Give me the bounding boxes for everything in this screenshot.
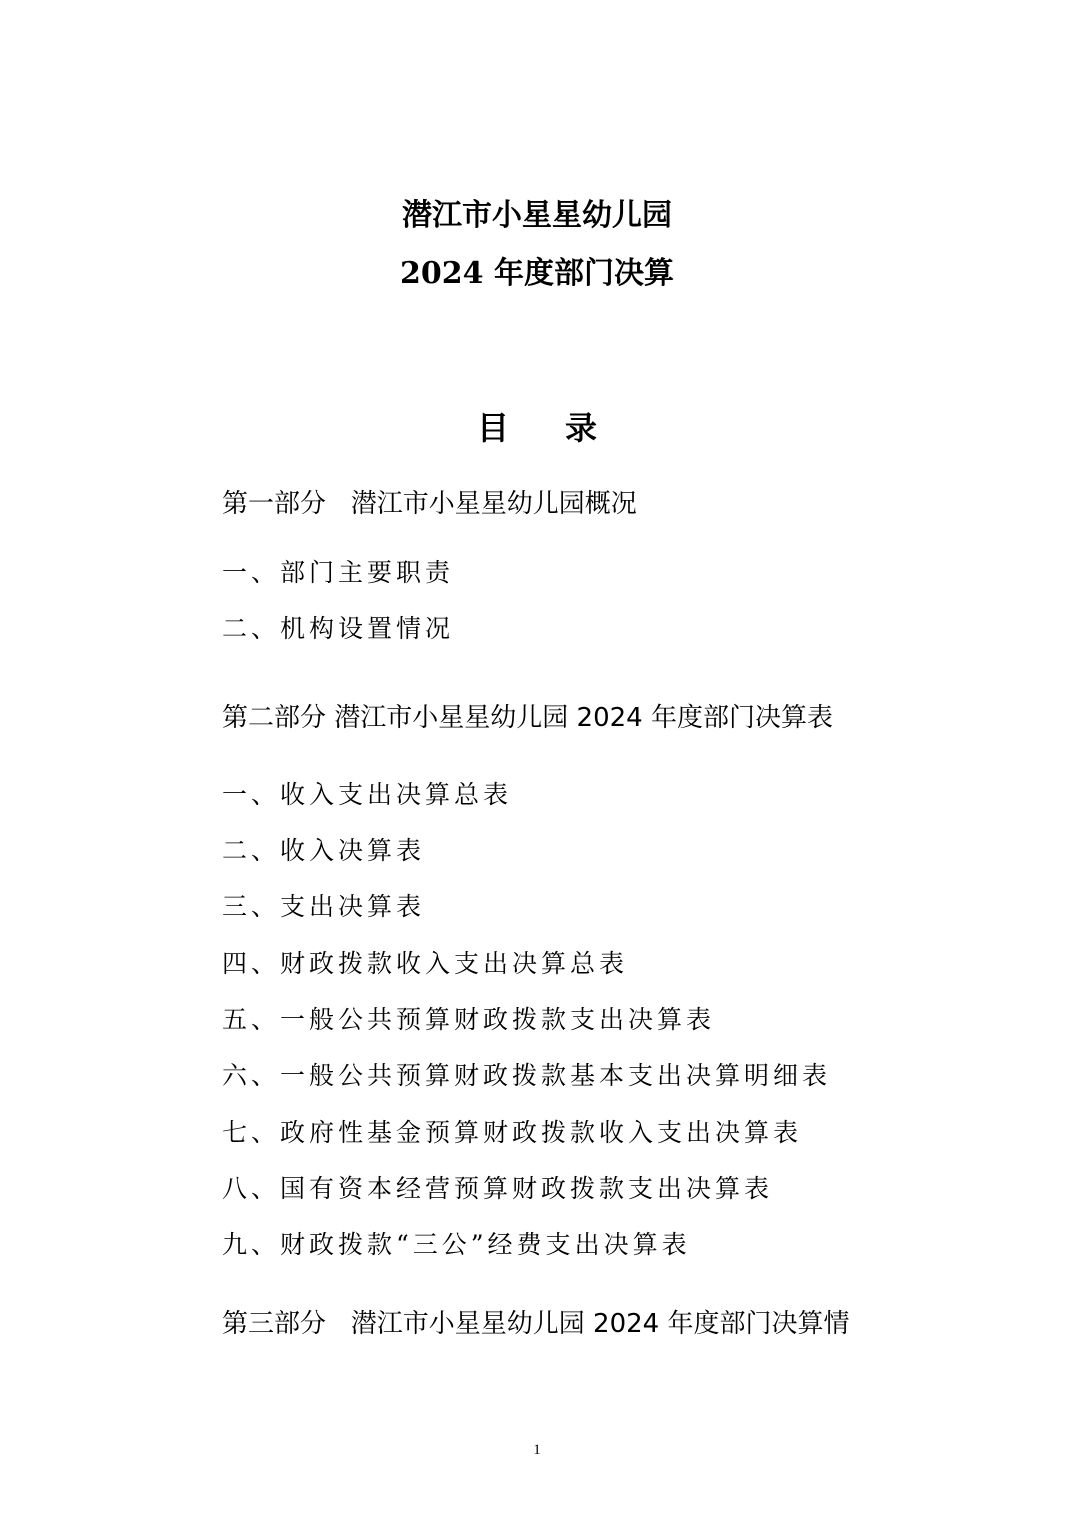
toc-item: 八、国有资本经营预算财政拨款支出决算表 [222,1174,774,1203]
toc-heading: 目录 [476,409,653,447]
toc-part-1: 第一部分 潜江市小星星幼儿园概况 [222,489,637,519]
toc-item: 六、一般公共预算财政拨款基本支出决算明细表 [222,1061,832,1090]
page-number: 1 [533,1442,541,1458]
title-line-1: 潜江市小星星幼儿园 [402,198,672,233]
toc-item: 五、一般公共预算财政拨款支出决算表 [222,1005,716,1034]
toc-item: 九、财政拨款“三公”经费支出决算表 [222,1230,691,1259]
toc-item: 二、收入决算表 [222,836,426,865]
toc-item: 四、财政拨款收入支出决算总表 [222,949,629,978]
title-line-2: 2024 年度部门决算 [400,256,674,291]
toc-item: 三、支出决算表 [222,892,426,921]
toc-item: 一、部门主要职责 [222,558,455,587]
toc-part-2: 第二部分 潜江市小星星幼儿园 2024 年度部门决算表 [222,703,833,733]
toc-item: 一、收入支出决算总表 [222,780,513,809]
toc-item: 二、机构设置情况 [222,614,455,643]
toc-item: 七、政府性基金预算财政拨款收入支出决算表 [222,1118,803,1147]
toc-part-3: 第三部分 潜江市小星星幼儿园 2024 年度部门决算情 [222,1309,850,1339]
